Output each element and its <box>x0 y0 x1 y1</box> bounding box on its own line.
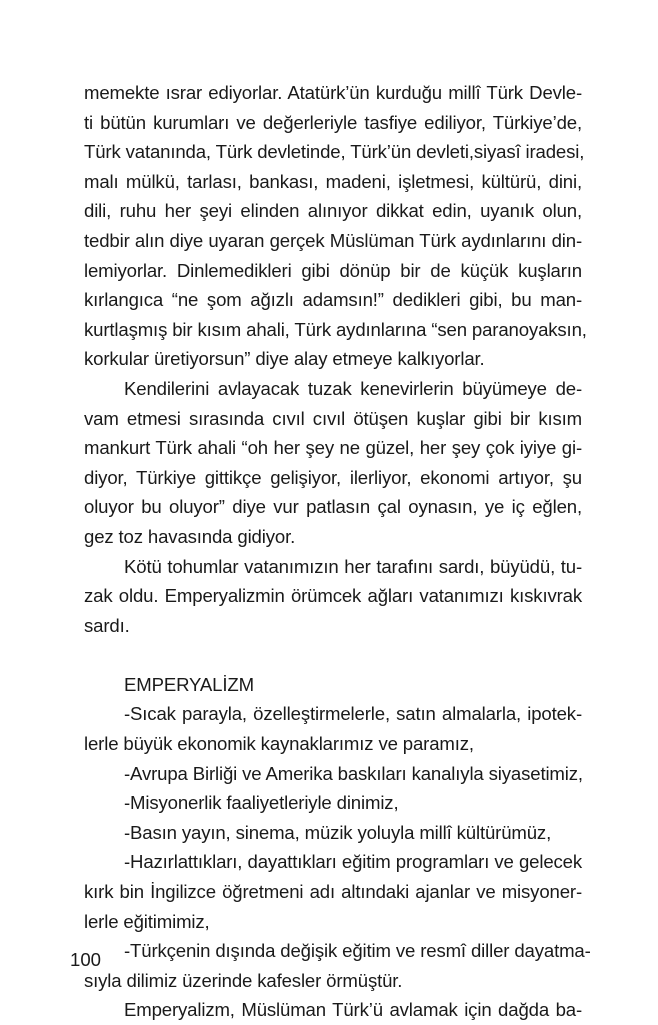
text-line: -Basın yayın, sinema, müzik yoluyla millî kültürümüz, <box>124 821 552 843</box>
paragraph <box>84 818 582 848</box>
paragraph <box>84 759 582 789</box>
section-heading: EMPERYALİZM <box>124 673 254 695</box>
text-line: -Hazırlattıkları, dayattıkları eğitim programları ve gelecek <box>124 851 582 873</box>
text-line: Emperyalizm, Müslüman Türk’ü avlamak için dağda ba- <box>124 999 582 1021</box>
text-line: dili, ruhu her şeyi elinden alınıyor dikkat edin, uyanık olun, <box>84 200 582 222</box>
text-line: Türk vatanında, Türk devletinde, Türk’ün devleti,siyasî iradesi, <box>84 141 585 163</box>
text-line: Kötü tohumlar vatanımızın her tarafını sardı, büyüdü, tu- <box>124 555 582 577</box>
paragraph <box>84 699 582 758</box>
text-line: kırk bin İngilizce öğretmeni adı altındaki ajanlar ve misyoner- <box>84 881 582 903</box>
text-line: sardı. <box>84 614 130 636</box>
text-line: -Türkçenin dışında değişik eğitim ve resmî diller dayatma- <box>124 940 591 962</box>
text-line: kurtlaşmış bir kısım ahali, Türk aydınlarına “sen paranoyaksın, <box>84 318 587 340</box>
text-line: diyor, Türkiye gittikçe gelişiyor, ilerliyor, ekonomi artıyor, şu <box>84 466 582 488</box>
text-line: ti bütün kurumları ve değerleriyle tasfiye ediliyor, Türkiye’de, <box>84 111 582 133</box>
text-line: gez toz havasında gidiyor. <box>84 525 296 547</box>
text-line: lemiyorlar. Dinlemedikleri gibi dönüp bir de küçük kuşların <box>84 259 582 281</box>
page-number: 100 <box>70 949 102 970</box>
text-line: sıyla dilimiz üzerinde kafesler örmüştür. <box>84 969 403 991</box>
text-line: oluyor bu oluyor” diye vur patlasın çal oynasın, ye iç eğlen, <box>84 496 582 518</box>
paragraph <box>84 788 582 818</box>
paragraph <box>84 995 582 1025</box>
text-line: kırlangıca “ne şom ağızlı adamsın!” dedikleri gibi, bu man- <box>84 289 582 311</box>
text-line: lerle eğitimimiz, <box>84 910 210 932</box>
text-line: lerle büyük ekonomik kaynaklarımız ve paramız, <box>84 733 474 755</box>
text-line: vam etmesi sırasında cıvıl cıvıl ötüşen kuşlar gibi bir kısım <box>84 407 582 429</box>
text-line: tedbir alın diye uyaran gerçek Müslüman Türk aydınlarını din- <box>84 229 582 251</box>
paragraph <box>84 936 591 995</box>
text-line: -Sıcak parayla, özelleştirmelerle, satın almalarla, ipotek- <box>124 703 582 725</box>
text-line: korkular üretiyorsun” diye alay etmeye kalkıyorlar. <box>84 348 485 370</box>
paragraph <box>84 78 587 374</box>
text-line: malı mülkü, tarlası, bankası, madeni, işletmesi, kültürü, dini, <box>84 170 582 192</box>
text-line: -Misyonerlik faaliyetleriyle dinimiz, <box>124 792 399 814</box>
text-line: -Avrupa Birliği ve Amerika baskıları kanalıyla siyasetimiz, <box>124 762 583 784</box>
text-line: zak oldu. Emperyalizmin örümcek ağları vatanımızı kıskıvrak <box>84 585 582 607</box>
paragraph <box>84 552 582 641</box>
text-line: Kendilerini avlayacak tuzak kenevirlerin büyümeye de- <box>124 377 582 399</box>
paragraph <box>84 374 582 552</box>
page-body <box>84 78 591 1025</box>
paragraph <box>84 847 582 936</box>
text-line: mankurt Türk ahali “oh her şey ne güzel, her şey çok iyiye gi- <box>84 437 582 459</box>
text-line: memekte ısrar ediyorlar. Atatürk’ün kurduğu millî Türk Devle- <box>84 82 582 103</box>
